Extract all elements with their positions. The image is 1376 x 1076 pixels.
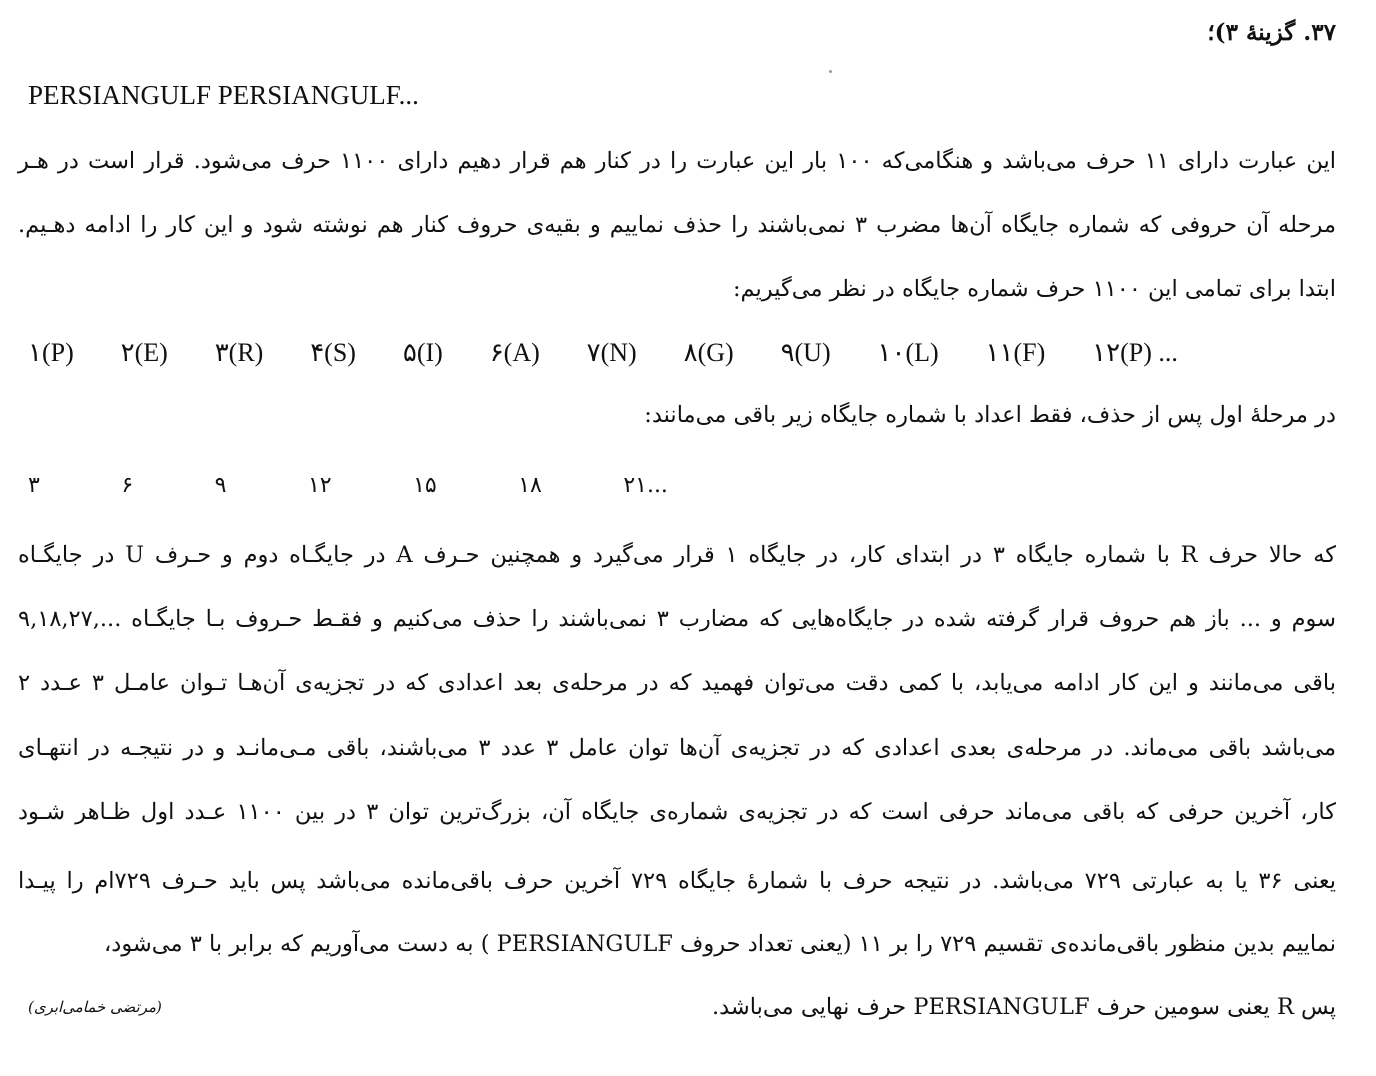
paragraph2-line-4: می‌باشد باقی می‌ماند. در مرحله‌ی بعدی اعدادی که در تجزیه‌ی آن‌ها توان عامل ۳ عدد ۳ می‌باشند، باقی مـی‌مانـد و در نتیجـه در انتهـای <box>18 735 1337 761</box>
scan-speck <box>829 70 832 73</box>
paragraph2-line-7: نماییم بدین منظور باقی‌مانده‌ی تقسیم ۷۲۹ را بر ۱۱ (یعنی تعداد حروف PERSIANGULF ) به دست می‌آوریم که برابر با ۳ می‌شود، <box>104 931 1336 957</box>
remaining-position: ۳ <box>28 473 40 498</box>
letter-position: ۴(S) <box>310 338 356 367</box>
persiangulf-string: PERSIANGULF PERSIANGULF... <box>28 80 419 110</box>
letter-position: ۶(A) <box>489 338 540 367</box>
remaining-position: ۹ <box>214 473 227 498</box>
first-stage-text: در مرحلهٔ اول پس از حذف، فقط اعداد با شماره جایگاه زیر باقی می‌مانند: <box>644 402 1336 428</box>
letter-position-sequence <box>28 337 1178 369</box>
remaining-position: ۶ <box>121 473 134 498</box>
remaining-position: ۱۲ <box>307 473 332 498</box>
paragraph2-line-8: پس R یعنی سومین حرف PERSIANGULF حرف نهایی می‌باشد. <box>711 994 1336 1020</box>
letter-position: ۱۱(F) <box>985 338 1046 367</box>
letter-position: ۲(E) <box>120 338 168 367</box>
remaining-positions-sequence <box>28 470 668 502</box>
remaining-position: ۲۱... <box>623 473 668 498</box>
paragraph2-line-2: سوم و ... باز هم حروف قرار گرفته شده در جایگاه‌هایی که مضارب ۳ نمی‌باشند را حذف می‌کنیم و فقـط حـروف بـا جایگـاه ...,۹,۱۸,۲۷ <box>18 606 1336 632</box>
letter-position: ۸(G) <box>683 338 734 367</box>
paragraph2-line-1: که حالا حرف R با شماره جایگاه ۳ در ابتدای کار، در جایگاه ۱ قرار می‌گیرد و همچنین حـرف A در جایگـاه دوم و حـرف U در جایگـاه <box>18 542 1336 568</box>
letter-position: ۷(N) <box>586 338 637 367</box>
paragraph2-line-5: کار، آخرین حرفی که باقی می‌ماند حرفی است که در تجزیه‌ی شماره‌ی جایگاه آن، بزرگ‌ترین توان ۳ در بین ۱۱۰۰ عـدد اول ظـاهر شـود <box>18 799 1336 825</box>
letter-position: ۳(R) <box>214 338 264 367</box>
paragraph1-line-2: مرحله آن حروفی که شماره جایگاه آن‌ها مضرب ۳ نمی‌باشند را حذف نماییم و بقیه‌ی حروف کنار هم نوشته شود و این کار را ادامه دهـیم. <box>18 212 1336 238</box>
author-credit: (مرتضی خمامی‌ابری) <box>28 998 162 1016</box>
question-header: ۳۷. گزینهٔ ۳)؛ <box>1207 19 1336 46</box>
letter-position: ۵(I) <box>402 338 443 367</box>
remaining-position: ۱۵ <box>413 473 437 498</box>
paragraph1-line-1: این عبارت دارای ۱۱ حرف می‌باشد و هنگامی‌که ۱۰۰ بار این عبارت را در کنار هم قرار دهیم دارای ۱۱۰۰ حرف می‌شود. قرار است در هـر <box>18 148 1336 174</box>
letter-position: ۱۰(L) <box>877 338 939 367</box>
letter-position: ۱۲(P) ... <box>1092 338 1178 367</box>
paragraph1-line-3: ابتدا برای تمامی این ۱۱۰۰ حرف شماره جایگاه در نظر می‌گیریم: <box>732 276 1336 302</box>
letter-position: ۱(P) <box>28 338 74 367</box>
remaining-position: ۱۸ <box>518 473 542 498</box>
paragraph2-line-6: یعنی ۳۶ یا به عبارتی ۷۲۹ می‌باشد. در نتیجه حرف با شمارهٔ جایگاه ۷۲۹ آخرین حرف باقی‌مانده می‌باشد پس باید حـرف ۷۲۹ام را پیـدا <box>18 868 1337 894</box>
paragraph2-line-3: باقی می‌مانند و این کار ادامه می‌یابد، با کمی دقت می‌توان فهمید که در مرحله‌ی بعد اعدادی که در تجزیه‌ی آن‌هـا تـوان عامـل ۳ عـدد ۲ <box>18 670 1336 696</box>
letter-position: ۹(U) <box>780 338 831 367</box>
